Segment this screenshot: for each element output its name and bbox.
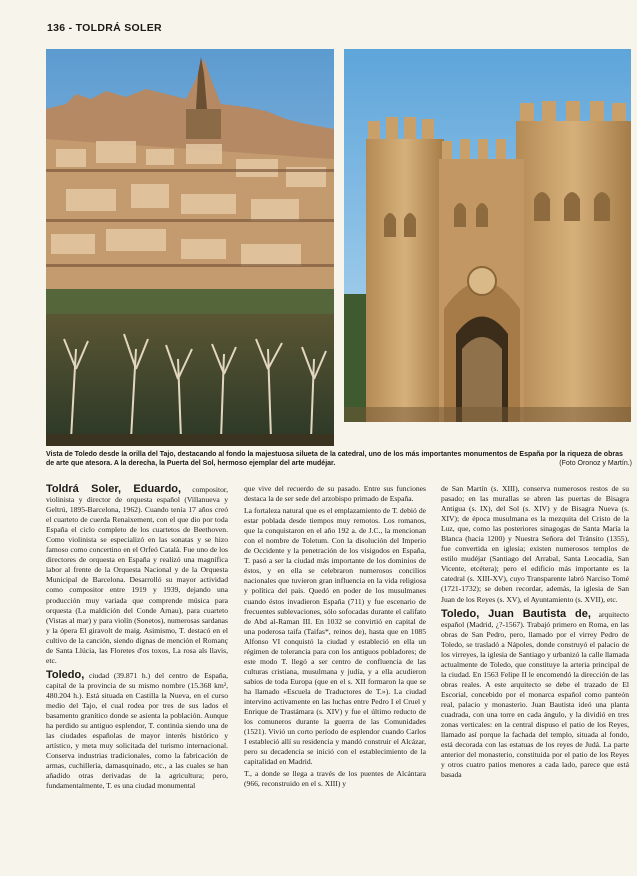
text-column-3 xyxy=(441,484,629,782)
body-toledo: ciudad (39.871 h.) del centro de España, capital de la provincia de su mismo nombre (15.368 km², 480.204 h.). Está situada en Castilla la Nueva, en el curso medio del Tajo, el cual rodea por tres de sus lados el basamento granítico donde se asienta la población. Aunque ha perdido su antiguo esplendor, T. continúa siendo una de las ciudades españolas de mayor interés histórico y artístico, y meta muy solicitada del turismo internacional. Conserva industrias tradicionales, como la fabricación de armas, cuchillería, damasquinado, etc., a las cuales se han añadido otras derivadas de la agricultura; pero, fundamentalmente, T. es una ciudad monumental xyxy=(46,670,228,791)
col2-paragraph-3: T., a donde se llega a través de los puentes de Alcántara (966, reconstruido en el s. XIII) y xyxy=(244,769,426,789)
col2-paragraph-2: La fortaleza natural que es el emplazamiento de T. debió de estar poblada desde tiempos muy remotos. Los romanos, que la conquistaron en el año 192 a. de J.C., la mencionan con el nombre de Toletum. Con la disolución del Imperio de Occidente y la penetración de los visigodos en España, T. pasó a ser la ciudad más importante de los dominios de éstos, y en ella se celebraron numerosos concilios nacionales que tuvieron gran influencia en la vida religiosa y política del país. Quedó en poder de los musulmanes cuando éstos invadieron España (711) y fue escenario de frecuentes sublevaciones, sólo sofocadas durante el califato de Abd al-Raman III. En 1032 se convirtió en capital de una poderosa taifa (Taifas*, reinos de), hasta que en 1085 Alfonso VI conquistó la ciudad y estableció en ella un régimen de tolerancia para con los antiguos pobladores; de este modo T. llegó a ser centro de confluencia de las culturas cristiana, musulmana y judía, y a ella acudieron sabios de toda Europa (que en el s. XII formaron la que se ha llamado «Escuela de Traductores de T.»). La ciudad intervino activamente en las luchas entre Pedro I el Cruel y Enrique de Trastámara (s. XIV) y fue el último reducto de los comuneros durante la guerra de las Comunidades (1521). Vivió un corto período de esplendor cuando Carlos I estableció allí su residencia y mandó construir el Alcázar, pero su decadencia se inició con el establecimiento de la capitalidad en Madrid. xyxy=(244,506,426,767)
headword-toledo: Toledo, xyxy=(46,668,85,681)
toledo-cathedral-view-icon xyxy=(46,49,334,446)
entry-toldra xyxy=(46,484,228,666)
headword-toledo-juan-bautista: Toledo, Juan Bautista de, xyxy=(441,607,591,620)
toledo-city-photo xyxy=(46,49,334,446)
puerta-del-sol-gate-icon xyxy=(344,49,631,422)
col3-paragraph-1: de San Martín (s. XIII), conserva numerosos restos de su pasado; en las murallas se abren las puertas de Bisagra Antigua (s. IX), del Sol (s. XIV) y de Bisagra Nueva (s. XIV); de época musulmana es la mezquita del Cristo de la Luz, que, como las posteriores sinagogas de Santa María la Blanca (hacia 1200) y Nuestra Señora del Tránsito (1355), fue convertida en iglesia; existen numerosos templos de estilo mudéjar (Santiago del Arrabal, Santa Leocadia, San Vicente, etcétera); pero el edificio más importante es la catedral (s. XIII-XV), cuyo Transparente labró Narciso Tomé (1721-1732); se deben recordar, además, la iglesia de San Juan de los Reyes (s. XV), el Ayuntamiento (s. XVII), etc. xyxy=(441,484,629,604)
caption-text: Vista de Toledo desde la orilla del Tajo, destacando al fondo la majestuosa silueta de la catedral, uno de los más importantes monumentos de España por la riqueza de obras de arte que atesora. A la derecha, la Puerta del Sol, hermoso ejemplar del arte mudéjar. xyxy=(46,451,623,467)
headword-toldra: Toldrá Soler, Eduardo, xyxy=(46,483,182,495)
body-toldra: compositor, violinista y director de orquesta español (Villanueva y Geltrú, 1895-Barcelona, 1962). Cuando tenía 17 años creó el cuarteto de cuerda Renaixement, con el que dio por toda España el ciclo completo de los cuartetos de Beethoven. Como violinista se especializó en las sonatas y se hizo famoso como concertino en el Orfeó Català. Fue uno de los directores de orquesta en España y realizó una magnífica labor al frente de la Orquesta Nacional y de la Orquesta Municipal de Barcelona. Desarrolló su mayor actividad como compositor entre 1919 y 1939, dejando una producción muy variada que comprende música para orquesta (La maldición del Conde Arnau), para cuarteto (Vistas al mar) y para violín (Sonetos), numerosas sardanas y la ópera El giravolt de maig. Asimismo, T. destacó en el cultivo de la canción, siendo dignas de mención el Romanç de Santa Llúcia, las Floretes d'os toxos, La rosa als llavis, etc. xyxy=(46,485,228,665)
page-header: 136 - TOLDRÁ SOLER xyxy=(47,22,162,34)
entry-toledo xyxy=(46,670,228,792)
text-column-1 xyxy=(46,484,228,793)
body-toledo-juan-bautista: arquitecto español (Madrid, ¿?-1567). Trabajó primero en Roma, en las obras de San Pedro, pero, llamado por el virrey Pedro de Toledo, se trasladó a Nápoles, donde construyó el palacio de los virreyes, la iglesia de Santiago y urbanizó la calle llamada actualmente de Toledo, que constituye la arteria principal de la ciudad. En 1563 Felipe II le encomendó la dirección de las obras reales. A este arquitecto se debe el trazado de El Escorial, concebido por el monarca español como panteón real, palacio y monasterio. Juan Bautista ideó una planta cuadrada, con una torre en cada ángulo, y la dividió en tres zonas verticales: en la central dispuso el patio de los Reyes, llamado así porque la fachada del templo, situada al fondo, está decorada con las estatuas de los reyes de Judá. La parte anterior del monasterio, constituida por el patio de los Reyes y otros cuatro patios menores a cada lado, parece que está basada xyxy=(441,609,629,780)
col2-paragraph-1: que vive del recuerdo de su pasado. Entre sus funciones destaca la de ser sede del arzobispo primado de España. xyxy=(244,484,426,504)
photo-caption xyxy=(46,450,632,468)
photo-credit: (Foto Oronoz y Martín.) xyxy=(559,460,632,467)
text-column-2 xyxy=(244,484,426,791)
entry-toledo-juan-bautista xyxy=(441,609,629,781)
puerta-del-sol-photo xyxy=(344,49,631,422)
